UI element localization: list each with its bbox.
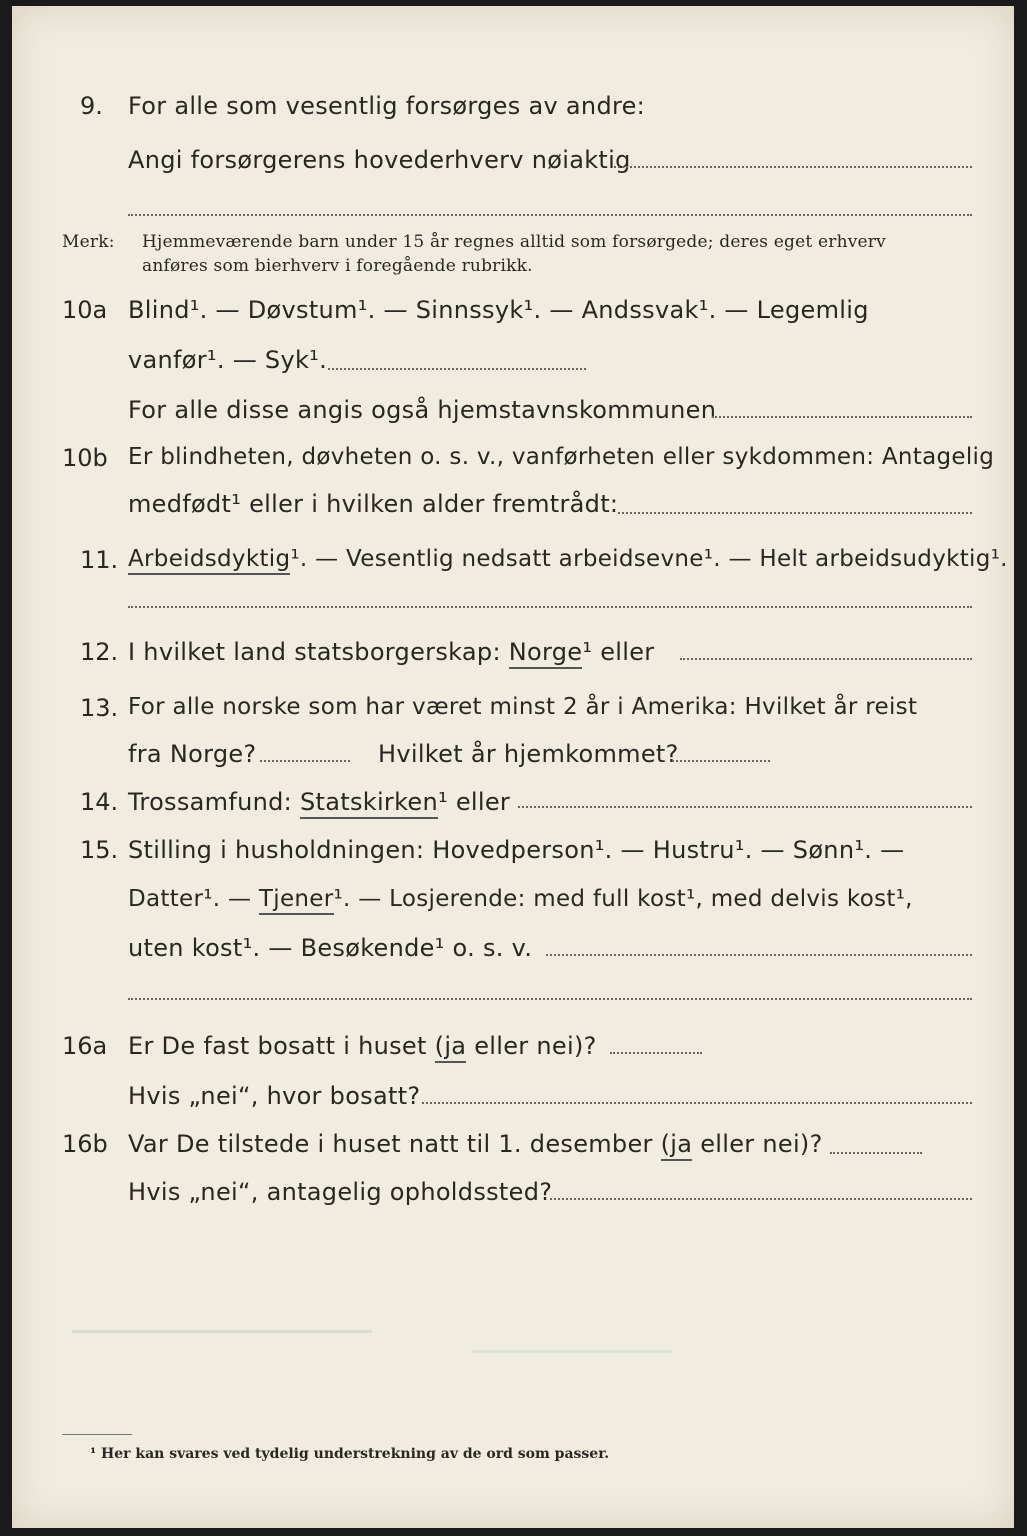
footnote-separator (62, 1434, 132, 1435)
q10a-line3: For alle disse angis også hjemstavnskommunen (128, 396, 717, 424)
q15-line2 (128, 886, 913, 912)
q16a-line1 (128, 1032, 597, 1060)
q11-rest: ¹. — Vesentlig nedsatt arbeidsevne¹. — Helt arbeidsudyktig¹. (290, 546, 1008, 572)
q12-line (128, 638, 654, 666)
answer-line[interactable] (680, 658, 972, 660)
answer-line[interactable] (672, 760, 770, 762)
question-number-16a: 16a (62, 1032, 108, 1060)
q16b-eller-nei: eller nei)? (700, 1130, 823, 1158)
q14-line (128, 788, 510, 816)
question-number-13: 13. (80, 694, 119, 722)
answer-line[interactable] (422, 1102, 972, 1104)
q16a-line2: Hvis „nei“, hvor bosatt? (128, 1082, 421, 1110)
answer-line[interactable] (614, 166, 972, 168)
q15-datter: Datter¹. — (128, 886, 252, 912)
footnote: ¹ Her kan svares ved tydelig understrekning av de ord som passer. (90, 1446, 610, 1462)
q10b-line2: medfødt¹ eller i hvilken alder fremtrådt: (128, 490, 619, 518)
option-norge[interactable]: Norge (509, 638, 583, 669)
q14-eller: ¹ eller (438, 788, 511, 816)
q14-text: Trossamfund: (128, 788, 293, 816)
option-ja[interactable]: (ja (435, 1032, 467, 1063)
answer-line[interactable] (546, 954, 972, 956)
q10a-line1: Blind¹. — Døvstum¹. — Sinnssyk¹. — Andssvak¹. — Legemlig (128, 296, 869, 324)
bleed-through-mark (472, 1336, 672, 1353)
q12-eller: ¹ eller (582, 638, 655, 666)
answer-line[interactable] (610, 1052, 702, 1054)
answer-line[interactable] (128, 606, 972, 608)
q12-text: I hvilket land statsborgerskap: (128, 638, 501, 666)
census-form-page (12, 6, 1014, 1528)
merk-line2: anføres som bierhverv i foregående rubrikk. (142, 256, 533, 276)
q16a-eller-nei: eller nei)? (474, 1032, 597, 1060)
q15-losjerende: ¹. — Losjerende: med full kost¹, med delvis kost¹, (333, 886, 913, 912)
q13-line2b: Hvilket år hjemkommet? (378, 740, 679, 768)
merk-label: Merk: (62, 232, 115, 252)
q15-line3: uten kost¹. — Besøkende¹ o. s. v. (128, 934, 533, 962)
answer-line[interactable] (128, 998, 972, 1000)
q10a-line2: vanfør¹. — Syk¹. (128, 346, 328, 374)
answer-line[interactable] (830, 1152, 922, 1154)
bleed-through-mark (72, 1316, 372, 1333)
q13-line2a: fra Norge? (128, 740, 257, 768)
q11-line (128, 546, 1008, 572)
question-number-10a: 10a (62, 296, 108, 324)
option-statskirken[interactable]: Statskirken (300, 788, 438, 819)
answer-line[interactable] (260, 760, 350, 762)
question-number-11: 11. (80, 546, 119, 574)
answer-line[interactable] (328, 368, 586, 370)
q13-line1: For alle norske som har været minst 2 år i Amerika: Hvilket år reist (128, 694, 918, 720)
answer-line[interactable] (618, 512, 972, 514)
q16b-line2: Hvis „nei“, antagelig opholdssted? (128, 1178, 553, 1206)
q10b-line1: Er blindheten, døvheten o. s. v., vanførheten eller sykdommen: Antagelig (128, 444, 995, 470)
question-number-15: 15. (80, 836, 119, 864)
option-arbeidsdyktig[interactable]: Arbeidsdyktig (128, 546, 290, 575)
merk-line1: Hjemmeværende barn under 15 år regnes alltid som forsørgede; deres eget erhverv (142, 232, 886, 252)
q15-line1: Stilling i husholdningen: Hovedperson¹. — Hustru¹. — Sønn¹. — (128, 836, 905, 864)
question-number-9: 9. (80, 92, 103, 120)
q16b-text: Var De tilstede i huset natt til 1. desember (128, 1130, 653, 1158)
answer-line[interactable] (518, 806, 972, 808)
answer-line[interactable] (550, 1198, 972, 1200)
q16a-text: Er De fast bosatt i huset (128, 1032, 427, 1060)
question-number-16b: 16b (62, 1130, 108, 1158)
question-number-10b: 10b (62, 444, 108, 472)
q9-line2: Angi forsørgerens hovederhverv nøiaktig (128, 146, 631, 174)
q16b-line1 (128, 1130, 823, 1158)
question-number-14: 14. (80, 788, 119, 816)
option-ja[interactable]: (ja (661, 1130, 693, 1161)
answer-line[interactable] (712, 416, 972, 418)
answer-line[interactable] (128, 214, 972, 216)
option-tjener[interactable]: Tjener (259, 886, 334, 915)
question-number-12: 12. (80, 638, 119, 666)
q9-line1: For alle som vesentlig forsørges av andre: (128, 92, 646, 120)
